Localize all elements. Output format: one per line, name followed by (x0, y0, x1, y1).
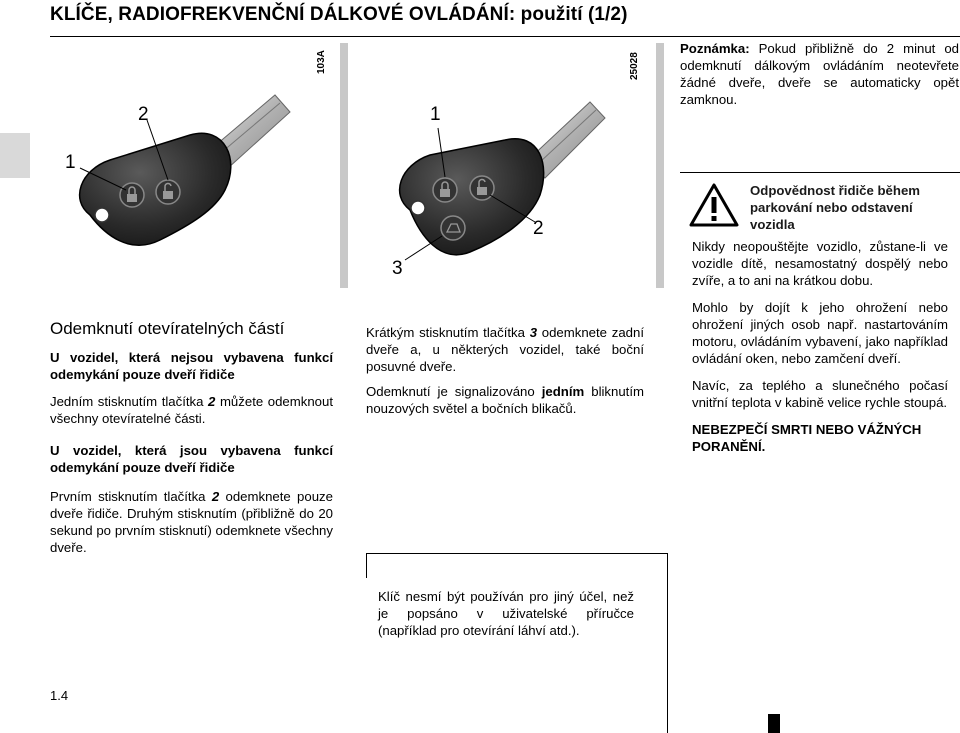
warning-body (692, 238, 948, 455)
box-left-rule (366, 553, 367, 578)
callout-1: 1 (65, 152, 76, 173)
button-ref: 2 (208, 394, 216, 409)
box-top-rule (366, 553, 668, 554)
callout-2: 2 (138, 104, 149, 125)
text: Jedním stisknutím tlačítka (50, 394, 209, 409)
warning-paragraph-1: Nikdy neopouštějte vozidlo, zůstane-li ve vozidle dítě, nesamostatný dospělý nebo zvíře, a to ani na krátkou dobu. (692, 239, 948, 288)
text: můžete odemknout všechny otevíratelné části. (50, 394, 333, 426)
warning-title: Odpovědnost řidiče během parkování nebo odstavení vozidla (750, 183, 921, 232)
unlock-button-icon (156, 180, 180, 204)
lock-button-icon (433, 178, 457, 202)
rear-door-button-icon (441, 216, 465, 240)
callout-2: 2 (533, 218, 544, 239)
text: Odemknutí je signalizováno (366, 384, 542, 399)
note-paragraph (680, 40, 959, 108)
subheading-without-driver-only: U vozidel, která nejsou vybavena funkcí odemykání pouze dveří řidiče (50, 350, 333, 382)
figure-code-middle: 25028 (629, 52, 640, 80)
side-tab (0, 133, 30, 178)
key-fob-body (80, 133, 231, 245)
page-title: KLÍČE, RADIOFREKVENČNÍ DÁLKOVÉ OVLÁDÁNÍ: použití (1/2) (50, 4, 628, 25)
paragraph-driver-only (50, 488, 333, 556)
callout-1: 1 (430, 104, 441, 125)
text: Prvním stisknutím tlačítka (50, 489, 212, 504)
emphasis: jedním (541, 384, 585, 399)
warning-top-rule (680, 172, 960, 173)
warning-paragraph-3: Navíc, za teplého a slunečného počasí vnitřní teplota v kabině velice rychle stoupá. (692, 378, 948, 410)
figure-key-two-buttons (50, 40, 340, 290)
key-fob-body (400, 139, 544, 255)
figure-code-left: 103A (316, 50, 327, 74)
box-note-text: Klíč nesmí být používán pro jiný účel, než je popsáno v uživatelské příručce (například pro otevírání láhví atd.). (378, 589, 634, 638)
warning-triangle-icon (688, 182, 740, 228)
note-label: Poznámka: (680, 41, 750, 56)
text: odemknete pouze dveře řidiče. Druhým stisknutím (přibližně do 20 sekund po prvním stisknutí) odemknete všechny dveře. (50, 489, 333, 555)
section-heading: Odemknutí otevíratelných částí (50, 319, 285, 338)
figure-key-three-buttons (350, 40, 650, 290)
figure-divider-right (656, 43, 664, 288)
note-text: Pokud přibližně do 2 minut od odemknutí dálkovým ovládáním neotevřete žádné dveře, dveře se automaticky opět zamknou. (680, 41, 959, 107)
left-column (50, 320, 333, 556)
lock-button-icon (120, 183, 144, 207)
print-mark (768, 714, 780, 733)
title-rule (50, 36, 960, 37)
text: bliknutím nouzových světel a bočních blikačů. (366, 384, 644, 416)
text: odemknete zadní dveře a, u některých vozidel, také boční posuvné dveře. (366, 325, 644, 374)
paragraph-rear-doors (366, 324, 644, 375)
button-ref: 3 (529, 325, 538, 340)
middle-column (366, 324, 644, 417)
page-number: 1.4 (50, 688, 69, 703)
box-right-rule (667, 553, 668, 733)
figure-divider-left (340, 43, 348, 288)
paragraph-signal (366, 383, 644, 417)
subheading-with-driver-only: U vozidel, která jsou vybavena funkcí odemykání pouze dveří řidiče (50, 443, 333, 475)
warning-paragraph-2: Mohlo by dojít k jeho ohrožení nebo ohrožení jiných osob např. nastartováním motoru, ovládáním vybavení, jako například ovládání oken, nebo zamčení dveří. (692, 300, 948, 366)
paragraph-unlock-all (50, 393, 333, 427)
text: Krátkým stisknutím tlačítka (366, 325, 530, 340)
callout-3: 3 (392, 258, 403, 279)
unlock-button-icon (470, 176, 494, 200)
warning-paragraph-4: NEBEZPEČÍ SMRTI NEBO VÁŽNÝCH PORANĚNÍ. (692, 422, 922, 454)
button-ref: 2 (211, 489, 220, 504)
